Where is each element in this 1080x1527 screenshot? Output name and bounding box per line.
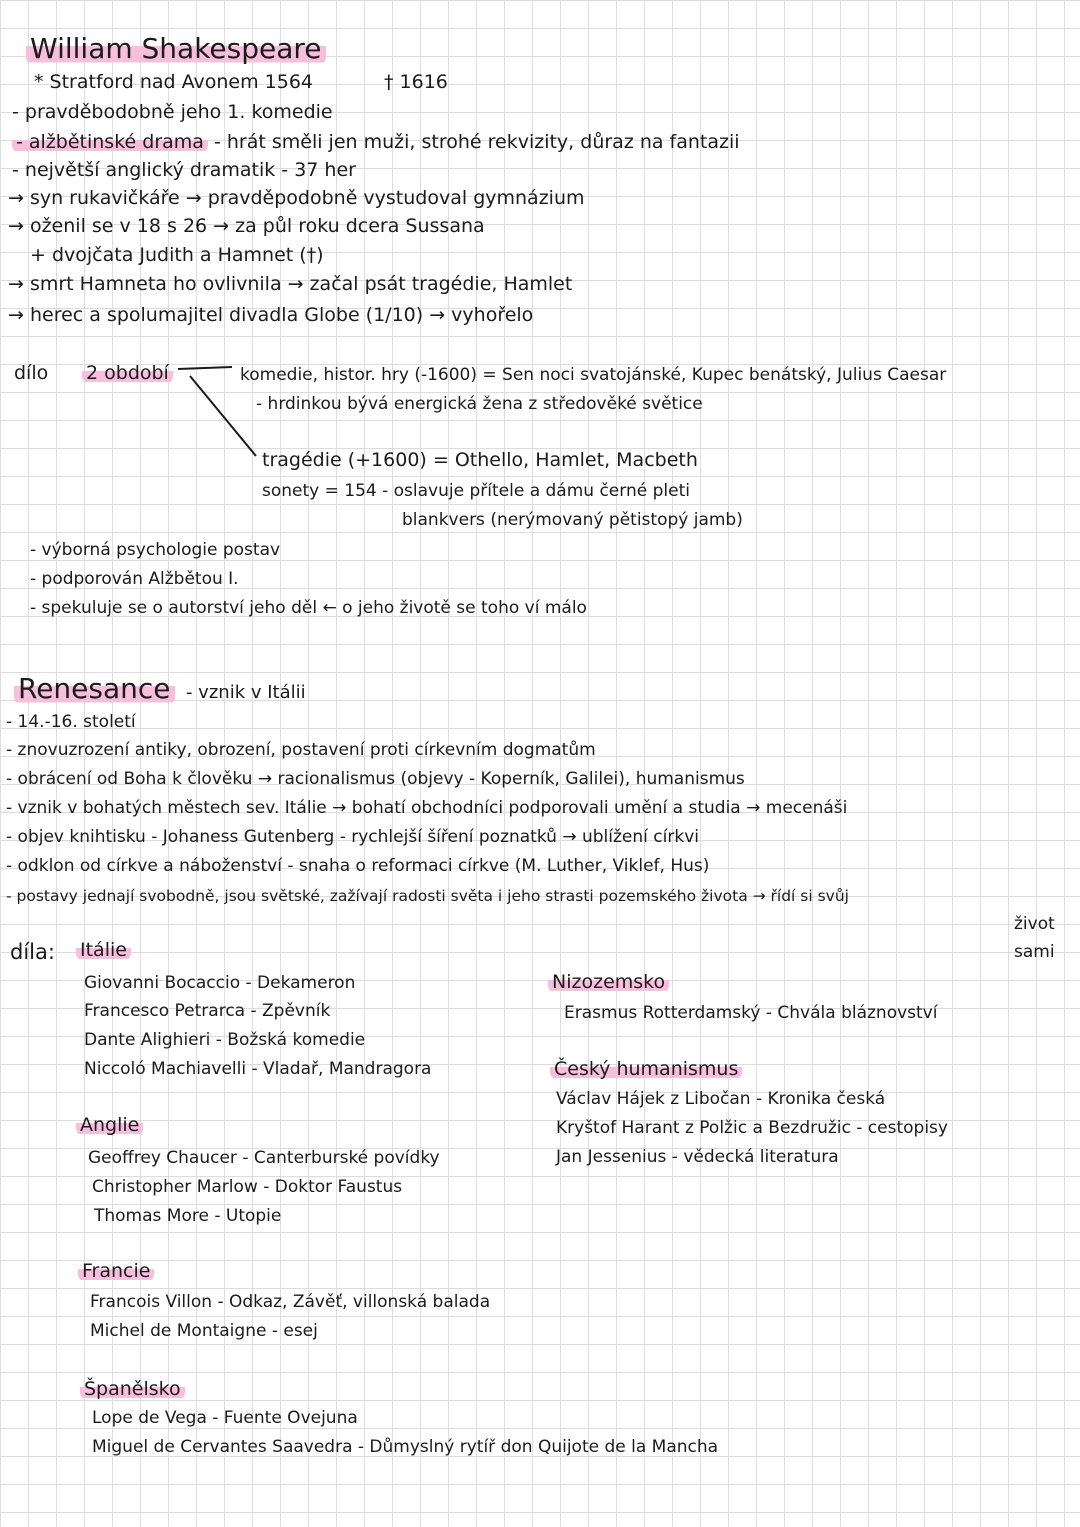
note-autorstvi: - spekuluje se o autorství jeho děl ← o jeho životě se toho ví málo xyxy=(30,598,587,618)
shakespeare-died: † 1616 xyxy=(384,71,448,93)
shakespeare-line-6: + dvojčata Judith a Hamnet (†) xyxy=(30,244,324,266)
renesance-line-2: - znovuzrození antiky, obrození, postavení proti církevním dogmatům xyxy=(6,740,596,760)
anglie-item-1: Geoffrey Chaucer - Canterburské povídky xyxy=(88,1148,440,1168)
italie-item-2: Francesco Petrarca - Zpěvník xyxy=(84,1001,331,1021)
shakespeare-line-2: - alžbětinské drama - hrát směli jen muži, strohé rekvizity, důraz na fantazii xyxy=(12,130,740,154)
nizozemsko-item-1: Erasmus Rotterdamský - Chvála bláznovství xyxy=(564,1003,938,1023)
cesky-item-1: Václav Hájek z Libočan - Kronika česká xyxy=(556,1089,886,1109)
tragedie-line: tragédie (+1600) = Othello, Hamlet, Macbeth xyxy=(262,449,698,471)
anglie-title: Anglie xyxy=(76,1113,143,1137)
spanelsko-item-1: Lope de Vega - Fuente Ovejuna xyxy=(92,1408,358,1428)
renesance-title: Renesance - vznik v Itálii xyxy=(14,672,306,710)
shakespeare-line-4: → syn rukavičkáře → pravděpodobně vystudoval gymnázium xyxy=(8,187,585,209)
sonety-line: sonety = 154 - oslavuje přítele a dámu černé pleti xyxy=(262,481,690,501)
hrdinkou-line: - hrdinkou bývá energická žena z středověké světice xyxy=(256,394,703,414)
renesance-line-5: - objev knihtisku - Johaness Gutenberg - rychlejší šíření poznatků → ublížení církvi xyxy=(6,827,699,847)
komedie-line: komedie, histor. hry (-1600) = Sen noci svatojánské, Kupec benátský, Julius Caesar xyxy=(240,365,947,385)
spanelsko-title: Španělsko xyxy=(80,1377,185,1401)
renesance-line-6: - odklon od církve a náboženství - snaha o reformaci církve (M. Luther, Viklef, Hus) xyxy=(6,856,710,876)
works-label: díla: xyxy=(10,940,55,964)
renesance-wrap-1: život xyxy=(1014,914,1055,934)
note-psychologie: - výborná psychologie postav xyxy=(30,540,281,560)
cesky-item-3: Jan Jessenius - vědecká literatura xyxy=(556,1147,839,1167)
dilo-label: dílo xyxy=(14,362,49,384)
francie-item-1: Francois Villon - Odkaz, Závěť, villonská balada xyxy=(90,1292,491,1312)
note-podporovan: - podporován Alžbětou I. xyxy=(30,569,239,589)
anglie-item-3: Thomas More - Utopie xyxy=(94,1206,282,1226)
shakespeare-born: * Stratford nad Avonem 1564 xyxy=(34,71,314,93)
italie-item-1: Giovanni Bocaccio - Dekameron xyxy=(84,973,356,993)
shakespeare-line-1: - pravděbodobně jeho 1. komedie xyxy=(12,101,333,123)
nizozemsko-title: Nizozemsko xyxy=(548,970,669,994)
shakespeare-line-5: → oženil se v 18 s 26 → za půl roku dcera Sussana xyxy=(8,215,485,237)
shakespeare-line-8: → herec a spolumajitel divadla Globe (1/10) → vyhořelo xyxy=(8,304,534,326)
shakespeare-line-7: → smrt Hamneta ho ovlivnila → začal psát tragédie, Hamlet xyxy=(8,273,573,295)
italie-title: Itálie xyxy=(76,938,131,962)
francie-title: Francie xyxy=(78,1259,154,1283)
obdobi-label: 2 období xyxy=(82,361,173,385)
shakespeare-line-3: - největší anglický dramatik - 37 her xyxy=(12,159,356,181)
italie-item-4: Niccoló Machiavelli - Vladař, Mandragora xyxy=(84,1059,432,1079)
renesance-line-3: - obrácení od Boha k člověku → racionalismus (objevy - Koperník, Galilei), humanismus xyxy=(6,769,745,789)
renesance-line-4: - vznik v bohatých městech sev. Itálie → bohatí obchodníci podporovali umění a studia → mecenáši xyxy=(6,798,848,818)
shakespeare-title: William Shakespeare xyxy=(26,32,326,66)
anglie-item-2: Christopher Marlow - Doktor Faustus xyxy=(92,1177,403,1197)
spanelsko-item-2: Miguel de Cervantes Saavedra - Důmyslný rytíř don Quijote de la Mancha xyxy=(92,1437,719,1457)
italie-item-3: Dante Alighieri - Božská komedie xyxy=(84,1030,366,1050)
renesance-wrap-2: sami xyxy=(1014,942,1055,962)
renesance-line-1: - 14.-16. století xyxy=(6,712,136,732)
cesky-title: Český humanismus xyxy=(550,1057,742,1081)
cesky-item-2: Kryštof Harant z Polžic a Bezdružic - cestopisy xyxy=(556,1118,948,1138)
renesance-line-7: - postavy jednají svobodně, jsou světské, zažívají radosti světa i jeho strasti pozemského života → řídí si svůj xyxy=(6,887,849,905)
francie-item-2: Michel de Montaigne - esej xyxy=(90,1321,318,1341)
blankvers-line: blankvers (nerýmovaný pětistopý jamb) xyxy=(402,510,743,530)
